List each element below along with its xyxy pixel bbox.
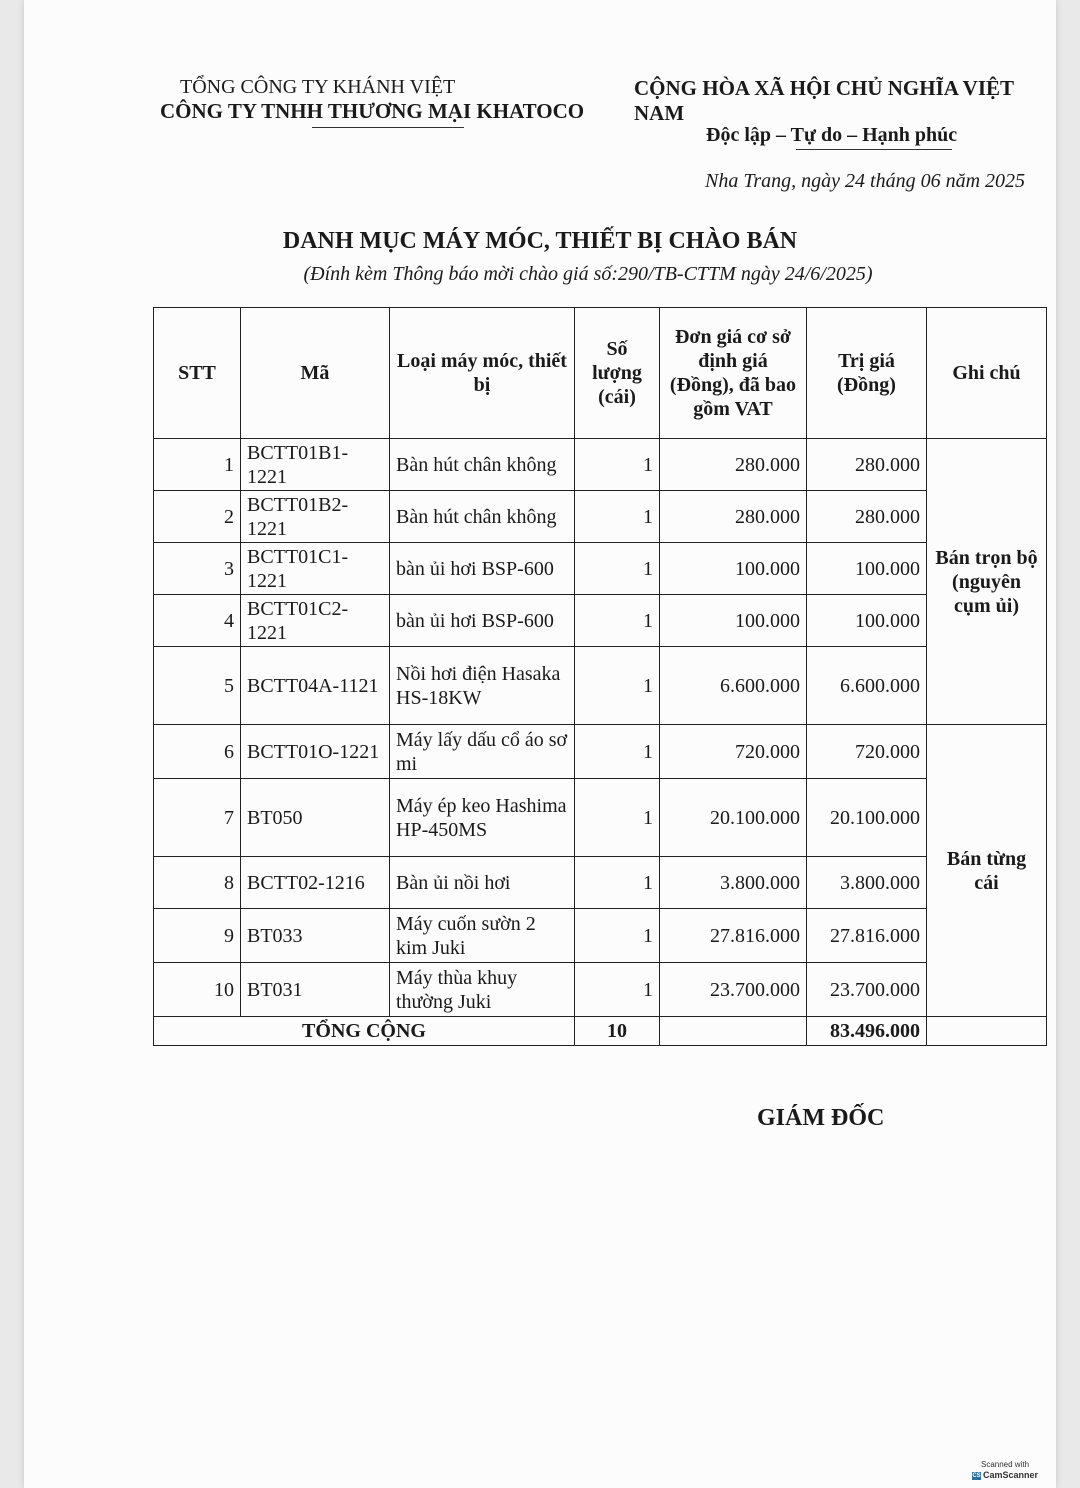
cell-qty: 1 xyxy=(575,857,660,909)
cell-code: BCTT01C1-1221 xyxy=(241,543,390,595)
total-row xyxy=(154,1017,1047,1046)
cell-type: Bàn ủi nồi hơi xyxy=(390,857,575,909)
cell-code: BT031 xyxy=(241,963,390,1017)
cell-qty: 1 xyxy=(575,963,660,1017)
signer-title: GIÁM ĐỐC xyxy=(757,1105,885,1131)
cell-unit-price: 720.000 xyxy=(660,725,807,779)
cell-stt: 9 xyxy=(154,909,241,963)
cell-qty: 1 xyxy=(575,439,660,491)
cell-stt: 6 xyxy=(154,725,241,779)
table-row xyxy=(154,491,1047,543)
cell-qty: 1 xyxy=(575,491,660,543)
cell-qty: 1 xyxy=(575,543,660,595)
cell-value: 100.000 xyxy=(807,595,927,647)
cell-unit-price: 3.800.000 xyxy=(660,857,807,909)
cell-stt: 1 xyxy=(154,439,241,491)
cell-qty: 1 xyxy=(575,647,660,725)
cell-stt: 7 xyxy=(154,779,241,857)
camscanner-watermark xyxy=(968,1460,1042,1484)
document-subtitle: (Đính kèm Thông báo mời chào giá số:290/TB-CTTM ngày 24/6/2025) xyxy=(303,263,873,285)
cell-unit-price: 100.000 xyxy=(660,595,807,647)
table-row xyxy=(154,595,1047,647)
cell-stt: 4 xyxy=(154,595,241,647)
header-type: Loại máy móc, thiết bị xyxy=(390,308,575,439)
header-note: Ghi chú xyxy=(927,308,1047,439)
cell-qty: 1 xyxy=(575,595,660,647)
header-stt: STT xyxy=(154,308,241,439)
cell-unit-price: 280.000 xyxy=(660,491,807,543)
cell-type: Bàn hút chân không xyxy=(390,439,575,491)
total-note-empty xyxy=(927,1017,1047,1046)
table-row xyxy=(154,779,1047,857)
cell-stt: 5 xyxy=(154,647,241,725)
total-value: 83.496.000 xyxy=(807,1017,927,1046)
table-row xyxy=(154,857,1047,909)
cell-value: 23.700.000 xyxy=(807,963,927,1017)
table-row xyxy=(154,909,1047,963)
cell-type: bàn ủi hơi BSP-600 xyxy=(390,595,575,647)
cell-value: 3.800.000 xyxy=(807,857,927,909)
cell-code: BCTT01B1-1221 xyxy=(241,439,390,491)
total-empty-cell xyxy=(660,1017,807,1046)
cell-stt: 3 xyxy=(154,543,241,595)
total-label: TỔNG CỘNG xyxy=(154,1017,575,1046)
cell-unit-price: 6.600.000 xyxy=(660,647,807,725)
national-motto: Độc lập – Tự do – Hạnh phúc xyxy=(706,124,958,146)
camscanner-logo-icon: CS xyxy=(972,1472,981,1479)
cell-type: Máy thùa khuy thường Juki xyxy=(390,963,575,1017)
table-row xyxy=(154,725,1047,779)
cell-type: Bàn hút chân không xyxy=(390,491,575,543)
table-row xyxy=(154,963,1047,1017)
document-title: DANH MỤC MÁY MÓC, THIẾT BỊ CHÀO BÁN xyxy=(282,228,798,254)
table-row xyxy=(154,543,1047,595)
cell-value: 6.600.000 xyxy=(807,647,927,725)
cell-stt: 10 xyxy=(154,963,241,1017)
header-unit-price: Đơn giá cơ sở định giá (Đồng), đã bao gồm VAT xyxy=(660,308,807,439)
scanner-brand xyxy=(968,1470,1042,1480)
cell-type: Máy lấy dấu cổ áo sơ mi xyxy=(390,725,575,779)
cell-code: BCTT01B2-1221 xyxy=(241,491,390,543)
cell-value: 720.000 xyxy=(807,725,927,779)
cell-note-group-1: Bán trọn bộ (nguyên cụm ủi) xyxy=(927,439,1047,725)
cell-type: Máy ép keo Hashima HP-450MS xyxy=(390,779,575,857)
nation-title: CỘNG HÒA XÃ HỘI CHỦ NGHĨA VIỆT NAM xyxy=(634,76,1014,125)
date-line: Nha Trang, ngày 24 tháng 06 năm 2025 xyxy=(705,170,1026,192)
cell-type: Máy cuốn sườn 2 kim Juki xyxy=(390,909,575,963)
header-value: Trị giá (Đồng) xyxy=(807,308,927,439)
cell-code: BCTT01C2-1221 xyxy=(241,595,390,647)
cell-unit-price: 280.000 xyxy=(660,439,807,491)
cell-unit-price: 27.816.000 xyxy=(660,909,807,963)
header-qty: Số lượng (cái) xyxy=(575,308,660,439)
cell-value: 280.000 xyxy=(807,491,927,543)
cell-value: 280.000 xyxy=(807,439,927,491)
cell-code: BT033 xyxy=(241,909,390,963)
cell-value: 100.000 xyxy=(807,543,927,595)
cell-code: BCTT02-1216 xyxy=(241,857,390,909)
cell-stt: 8 xyxy=(154,857,241,909)
cell-code: BCTT01O-1221 xyxy=(241,725,390,779)
company-underline xyxy=(312,127,464,128)
cell-value: 20.100.000 xyxy=(807,779,927,857)
parent-organization: TỔNG CÔNG TY KHÁNH VIỆT xyxy=(180,76,456,98)
cell-value: 27.816.000 xyxy=(807,909,927,963)
company-name: CÔNG TY TNHH THƯƠNG MẠI KHATOCO xyxy=(160,99,585,123)
scanner-brand-name: CamScanner xyxy=(982,1470,1039,1480)
cell-code: BCTT04A-1121 xyxy=(241,647,390,725)
scanner-caption: Scanned with xyxy=(980,1460,1030,1469)
cell-unit-price: 100.000 xyxy=(660,543,807,595)
table-row xyxy=(154,647,1047,725)
cell-type: bàn ủi hơi BSP-600 xyxy=(390,543,575,595)
cell-stt: 2 xyxy=(154,491,241,543)
cell-note-group-2: Bán từng cái xyxy=(927,725,1047,1017)
cell-unit-price: 23.700.000 xyxy=(660,963,807,1017)
cell-code: BT050 xyxy=(241,779,390,857)
cell-qty: 1 xyxy=(575,779,660,857)
total-qty: 10 xyxy=(575,1017,660,1046)
cell-qty: 1 xyxy=(575,909,660,963)
table-header-row xyxy=(154,308,1047,439)
cell-unit-price: 20.100.000 xyxy=(660,779,807,857)
motto-underline xyxy=(796,149,952,150)
equipment-table xyxy=(153,307,1047,1046)
header-code: Mã xyxy=(241,308,390,439)
cell-type: Nồi hơi điện Hasaka HS-18KW xyxy=(390,647,575,725)
cell-qty: 1 xyxy=(575,725,660,779)
table-row xyxy=(154,439,1047,491)
